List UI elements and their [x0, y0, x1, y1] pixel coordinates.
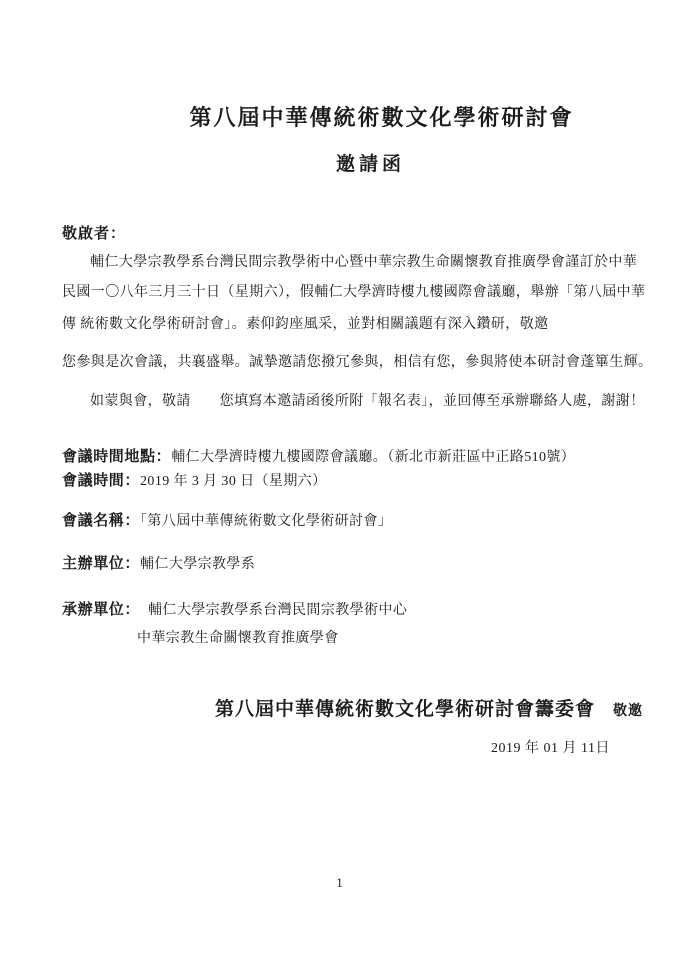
page-number: 1: [336, 875, 343, 890]
meeting-time-row: [62, 469, 327, 490]
body-line: 如蒙與會，敬請 您填寫本邀請函後所附「報名表」，並回傳至承辦聯絡人處，謝謝！: [90, 394, 645, 409]
organizer-unit-value-line2: 中華宗教生命關懷教育推廣學會: [137, 631, 339, 646]
committee-name: 第八屆中華傳統術數文化學術研討會籌委會: [215, 699, 596, 720]
host-unit-label: 主辦單位：: [62, 556, 141, 572]
meeting-time-place-label: 會議時間地點：: [62, 449, 172, 465]
meeting-name-label: 會議名稱：: [62, 513, 141, 529]
organizer-unit-value: 輔仁大學宗教學系台灣民間宗教學術中心: [148, 603, 408, 618]
organizer-unit-row: [62, 598, 407, 619]
organizer-unit-label: 承辦單位：: [62, 602, 141, 618]
document-title: 第八屆中華傳統術數文化學術研討會: [189, 105, 574, 130]
salutation: 敬啟者：: [62, 226, 127, 242]
document-subtitle: 邀請函: [335, 154, 405, 175]
host-unit-value: 輔仁大學宗教學系: [140, 557, 256, 572]
meeting-time-value: 2019 年 3 月 30 日（星期六）: [140, 474, 327, 489]
host-unit-row: [62, 552, 255, 573]
body-line: 您參與是次會議，共襄盛舉。誠摯邀請您撥冗參與，相信有您，參與將使本研討會蓬篳生輝。: [62, 355, 653, 370]
meeting-name-value: 「第八屆中華傳統術數文化學術研討會」: [140, 514, 393, 529]
body-line: 傳 統術數文化學術研討會」。素仰鈞座風采，並對相關議題有深入鑽研，敬邀: [62, 317, 549, 332]
meeting-time-place-value: 輔仁大學濟時樓九樓國際會議廳。（新北市新莊區中正路510號）: [171, 450, 576, 465]
closing-date: 2019 年 01 月 11日: [491, 741, 610, 756]
closing-word: 敬邀: [613, 704, 644, 719]
closing-committee-line: [215, 694, 643, 721]
meeting-time-place-row: [62, 445, 575, 466]
body-line: 民國一〇八年三月三十日（星期六），假輔仁大學濟時樓九樓國際會議廳，舉辦「第八屆中華: [62, 285, 646, 300]
meeting-name-row: [62, 509, 392, 530]
body-line: 輔仁大學宗教學系台灣民間宗教學術中心暨中華宗教生命關懷教育推廣學會謹訂於中華: [90, 255, 638, 270]
meeting-time-label: 會議時間：: [62, 473, 141, 489]
